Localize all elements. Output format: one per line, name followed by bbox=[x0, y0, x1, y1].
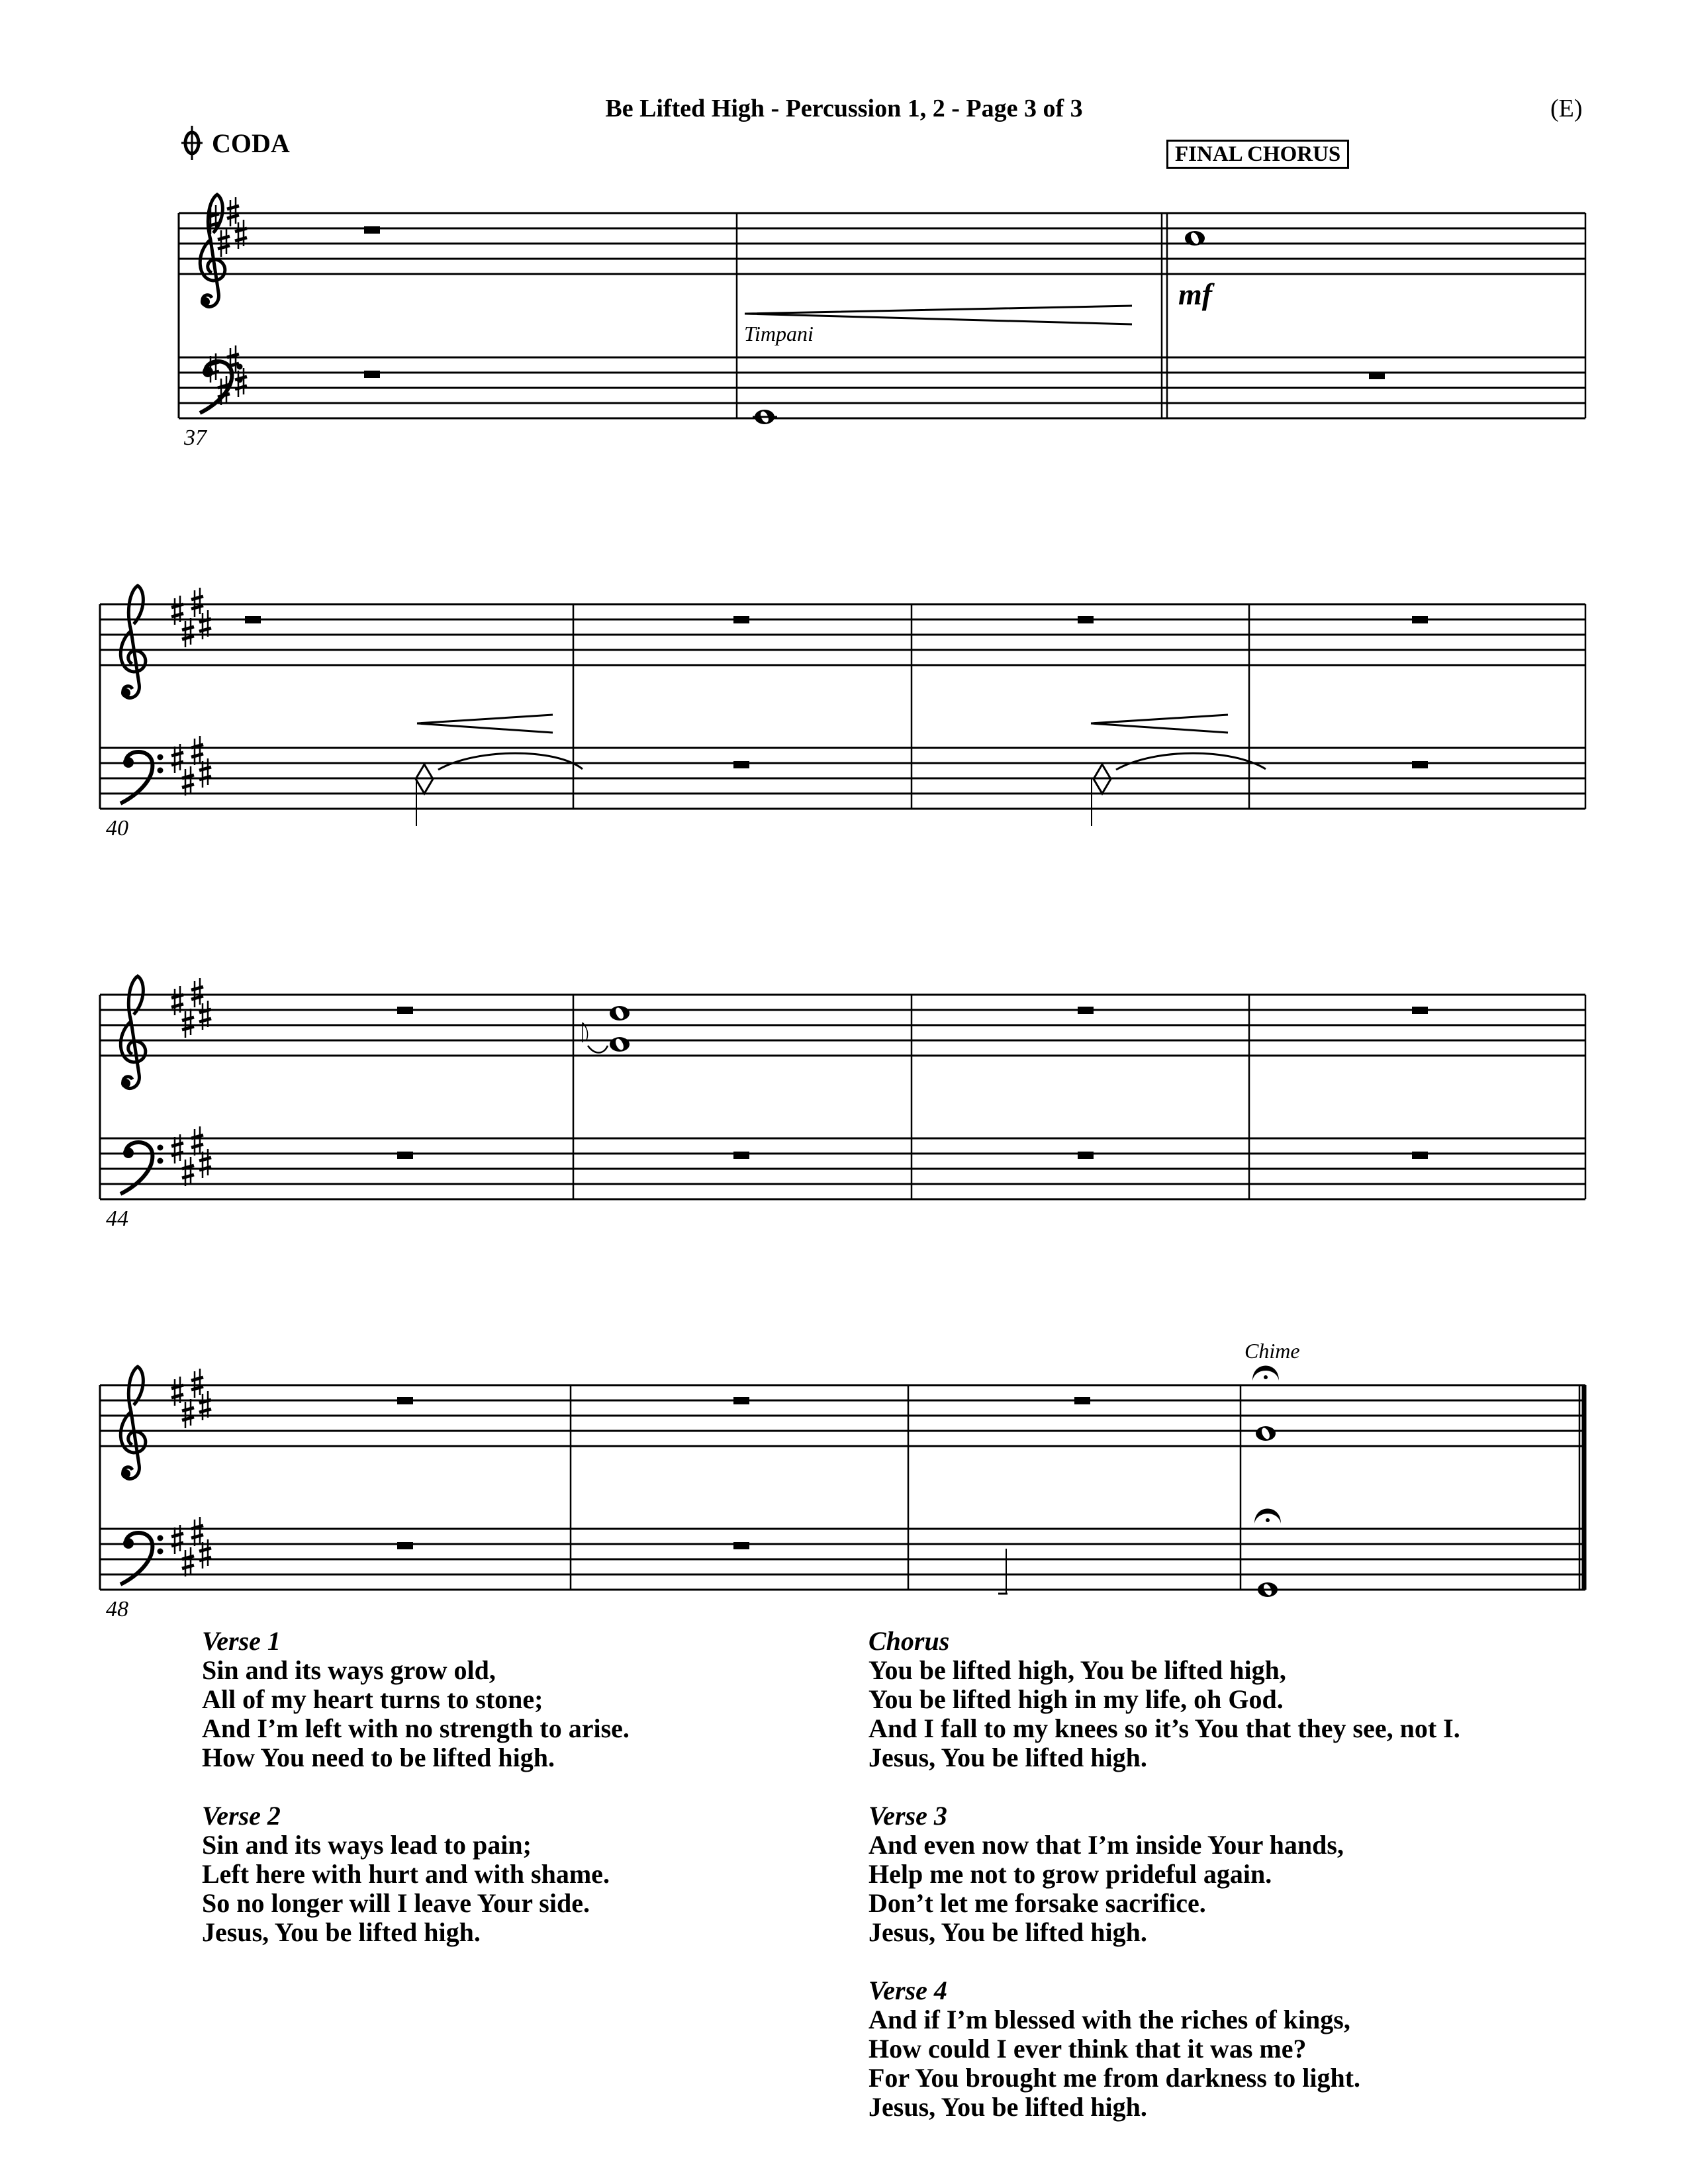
crescendo-hairpin-icon bbox=[417, 715, 553, 733]
tie-icon bbox=[1116, 753, 1266, 770]
whole-rest-icon bbox=[1369, 372, 1385, 379]
lyrics-left-column bbox=[202, 1627, 630, 1976]
whole-rest-icon bbox=[364, 226, 380, 234]
fermata-icon bbox=[1254, 1509, 1281, 1524]
whole-note-icon bbox=[610, 1006, 630, 1021]
lyric-line: Jesus, You be lifted high. bbox=[868, 2092, 1147, 2122]
lyric-line: Left here with hurt and with shame. bbox=[202, 1859, 610, 1889]
stanza-heading: Verse 1 bbox=[202, 1626, 281, 1656]
measure-number: 37 bbox=[184, 426, 207, 450]
lyric-line: You be lifted high, You be lifted high, bbox=[868, 1655, 1286, 1685]
stanza-heading: Chorus bbox=[868, 1626, 950, 1656]
system-3 bbox=[100, 976, 1585, 1231]
lyric-line: For You brought me from darkness to light. bbox=[868, 2063, 1361, 2093]
stanza-verse-2 bbox=[202, 1801, 630, 1947]
lyric-line: Sin and its ways lead to pain; bbox=[202, 1830, 532, 1860]
crescendo-hairpin-icon bbox=[1091, 715, 1228, 733]
lyric-line: And I’m left with no strength to arise. bbox=[202, 1713, 630, 1743]
coda-label: CODA bbox=[212, 128, 290, 158]
dynamic-mf: mf bbox=[1178, 277, 1213, 311]
system-4 bbox=[100, 1339, 1585, 1621]
lyric-line: And I fall to my knees so it’s You that they see, not I. bbox=[868, 1713, 1460, 1743]
lyric-line: So no longer will I leave Your side. bbox=[202, 1888, 590, 1918]
measure-number: 40 bbox=[106, 816, 128, 841]
stanza-chorus bbox=[868, 1627, 1460, 1772]
rehearsal-mark-final-chorus: FINAL CHORUS bbox=[1166, 140, 1349, 169]
stanza-heading: Verse 3 bbox=[868, 1801, 947, 1831]
page-title: Be Lifted High - Percussion 1, 2 - Page 3 of 3 bbox=[605, 95, 1083, 122]
whole-rest-icon bbox=[364, 371, 380, 378]
whole-note-icon bbox=[1185, 231, 1205, 246]
system-2 bbox=[100, 586, 1585, 841]
whole-note-icon bbox=[1256, 1426, 1276, 1441]
lyric-line: How You need to be lifted high. bbox=[202, 1743, 555, 1772]
whole-note-icon bbox=[610, 1037, 630, 1052]
lyric-line: Jesus, You be lifted high. bbox=[202, 1917, 481, 1947]
lyric-line: You be lifted high in my life, oh God. bbox=[868, 1684, 1284, 1714]
system-1 bbox=[179, 195, 1585, 450]
stanza-verse-3 bbox=[868, 1801, 1460, 1947]
fermata-icon bbox=[1252, 1366, 1279, 1381]
chime-label: Chime bbox=[1244, 1339, 1300, 1363]
lyric-line: Help me not to grow prideful again. bbox=[868, 1859, 1272, 1889]
edition-label: (E) bbox=[1550, 95, 1583, 122]
stanza-verse-4 bbox=[868, 1976, 1460, 2122]
lyric-line: Jesus, You be lifted high. bbox=[868, 1743, 1147, 1772]
lyric-line: And even now that I’m inside Your hands, bbox=[868, 1830, 1344, 1860]
timpani-label: Timpani bbox=[744, 322, 814, 345]
lyric-line: Don’t let me forsake sacrifice. bbox=[868, 1888, 1206, 1918]
measure-number: 44 bbox=[106, 1206, 128, 1231]
tie-icon bbox=[438, 753, 583, 770]
stanza-heading: Verse 2 bbox=[202, 1801, 281, 1831]
lyric-line: Jesus, You be lifted high. bbox=[868, 1917, 1147, 1947]
lyric-line: All of my heart turns to stone; bbox=[202, 1684, 543, 1714]
lyric-line: Sin and its ways grow old, bbox=[202, 1655, 496, 1685]
lyric-line: How could I ever think that it was me? bbox=[868, 2034, 1307, 2064]
lyric-line: And if I’m blessed with the riches of kings, bbox=[868, 2005, 1350, 2034]
lyrics-right-column bbox=[868, 1627, 1460, 2151]
measure-number: 48 bbox=[106, 1597, 128, 1621]
stanza-verse-1 bbox=[202, 1627, 630, 1772]
stanza-heading: Verse 4 bbox=[868, 1976, 947, 2005]
